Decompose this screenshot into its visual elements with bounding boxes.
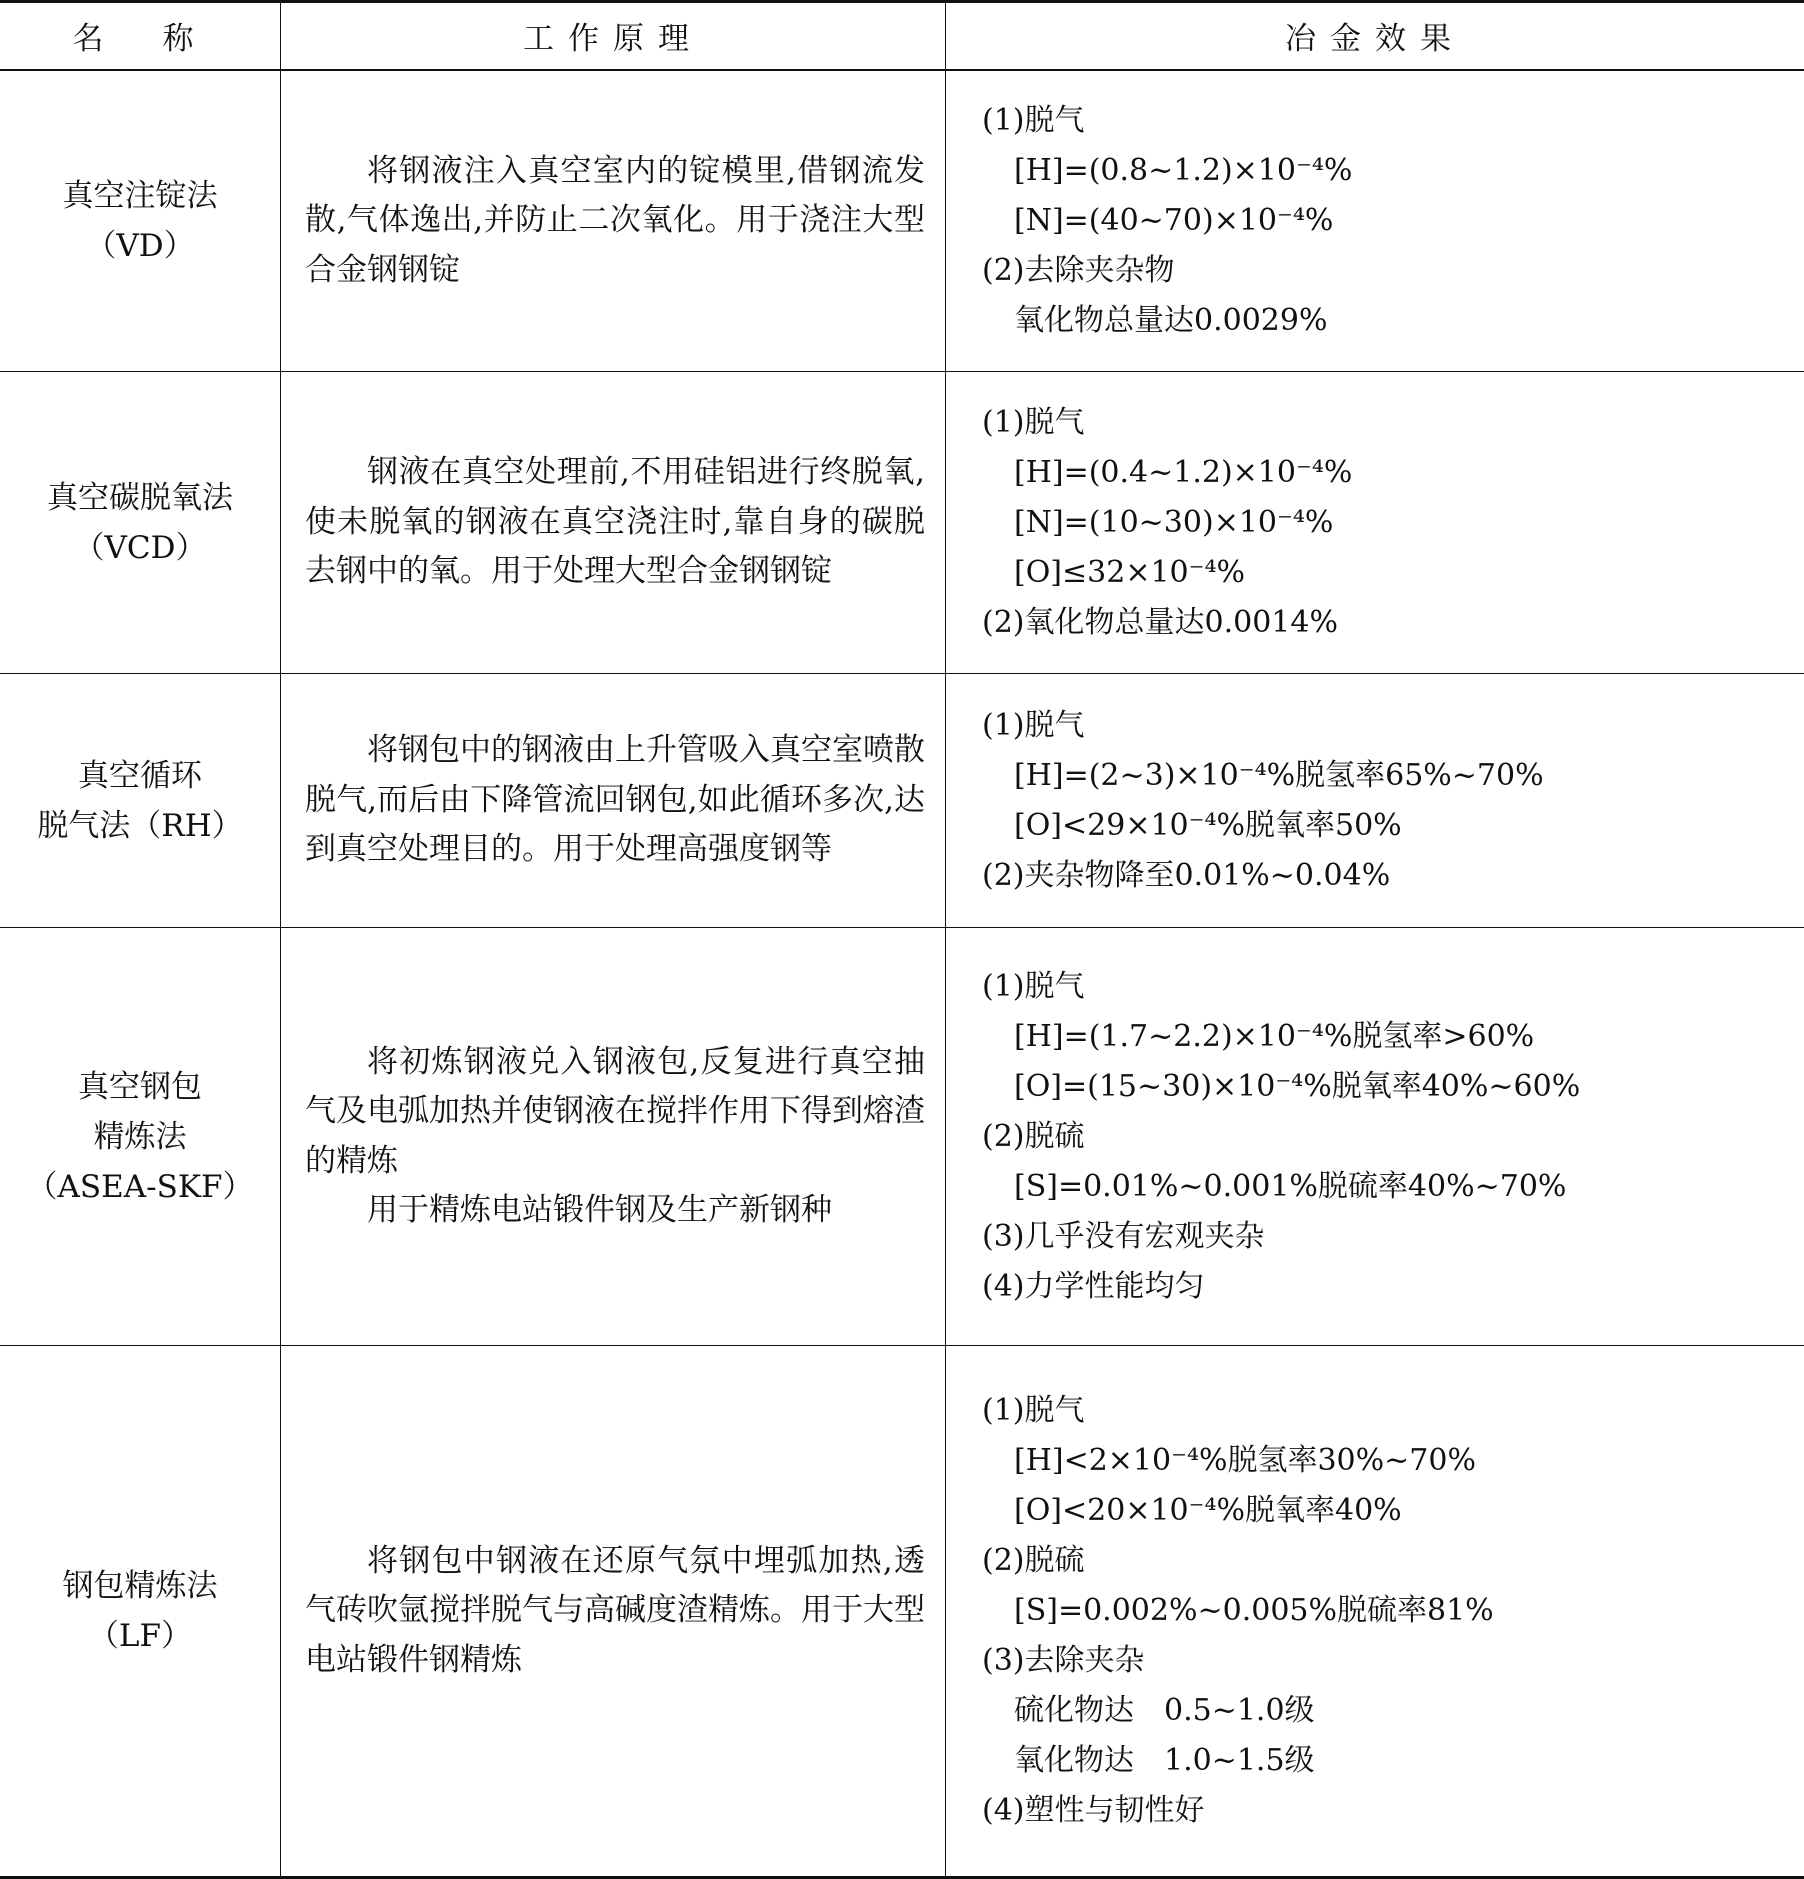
table-body (0, 70, 1804, 1878)
effect-cell (946, 1346, 1804, 1878)
effect-item: [O]<29×10⁻⁴%脱氧率50% (982, 801, 1804, 851)
principle-text: 将初炼钢液兑入钢液包,反复进行真空抽气及电弧加热并使钢液在搅拌作用下得到熔渣的精炼 (281, 1038, 945, 1187)
principle-text: 将钢包中钢液在还原气氛中埋弧加热,透气砖吹氩搅拌脱气与高碱度渣精炼。用于大型电站锻件钢精炼 (281, 1537, 945, 1686)
effect-item: (1)脱气 (982, 701, 1804, 751)
effect-item: (1)脱气 (982, 1386, 1804, 1436)
method-name-line: （VD） (0, 221, 280, 271)
table-row (0, 70, 1804, 372)
effect-item: [N]=(40~70)×10⁻⁴% (982, 196, 1804, 246)
method-name-line: （ASEA-SKF） (0, 1162, 280, 1212)
effect-cell (946, 70, 1804, 372)
method-name-cell (0, 674, 281, 928)
effect-list (946, 1386, 1804, 1836)
effect-item: [H]=(1.7~2.2)×10⁻⁴%脱氢率>60% (982, 1012, 1804, 1062)
principle-text: 钢液在真空处理前,不用硅铝进行终脱氧,使未脱氧的钢液在真空浇注时,靠自身的碳脱去钢中的氧。用于处理大型合金钢钢锭 (281, 448, 945, 597)
table-row (0, 674, 1804, 928)
effect-item: [O]=(15~30)×10⁻⁴%脱氧率40%~60% (982, 1062, 1804, 1112)
effect-item: [H]<2×10⁻⁴%脱氢率30%~70% (982, 1436, 1804, 1486)
effect-list (946, 962, 1804, 1312)
method-name-cell (0, 1346, 281, 1878)
method-name-cell (0, 928, 281, 1346)
method-name-cell (0, 70, 281, 372)
effect-item: (2)氧化物总量达0.0014% (982, 598, 1804, 648)
effect-item: 氧化物总量达0.0029% (982, 296, 1804, 346)
principle-cell (281, 1346, 946, 1878)
principle-text: 用于精炼电站锻件钢及生产新钢种 (281, 1186, 945, 1236)
method-name-line: （VCD） (0, 523, 280, 573)
principle-cell (281, 372, 946, 674)
principle-text: 将钢液注入真空室内的锭模里,借钢流发散,气体逸出,并防止二次氧化。用于浇注大型合金钢钢锭 (281, 147, 945, 296)
effect-list (946, 96, 1804, 346)
principle-cell (281, 70, 946, 372)
effect-item: (3)几乎没有宏观夹杂 (982, 1212, 1804, 1262)
effect-item: (4)力学性能均匀 (982, 1262, 1804, 1312)
method-name-line: 真空碳脱氧法 (0, 473, 280, 523)
header-effect: 冶金效果 (946, 2, 1804, 70)
effect-item: [S]=0.002%~0.005%脱硫率81% (982, 1586, 1804, 1636)
method-name-line: 精炼法 (0, 1112, 280, 1162)
effect-item: 氧化物达 1.0~1.5级 (982, 1736, 1804, 1786)
effect-item: (3)去除夹杂 (982, 1636, 1804, 1686)
effect-item: (2)脱硫 (982, 1112, 1804, 1162)
method-name-line: 真空循环 (0, 751, 280, 801)
header-principle: 工作原理 (281, 2, 946, 70)
effect-item: (1)脱气 (982, 96, 1804, 146)
effect-item: (4)塑性与韧性好 (982, 1786, 1804, 1836)
method-name-line: 真空注锭法 (0, 171, 280, 221)
effect-item: [O]≤32×10⁻⁴% (982, 548, 1804, 598)
effect-item: (1)脱气 (982, 962, 1804, 1012)
header-row (0, 2, 1804, 70)
method-name-cell (0, 372, 281, 674)
effect-item: [H]=(0.4~1.2)×10⁻⁴% (982, 448, 1804, 498)
principle-text: 将钢包中的钢液由上升管吸入真空室喷散脱气,而后由下降管流回钢包,如此循环多次,达到真空处理目的。用于处理高强度钢等 (281, 726, 945, 875)
effect-item: [O]<20×10⁻⁴%脱氧率40% (982, 1486, 1804, 1536)
effect-item: [S]=0.01%~0.001%脱硫率40%~70% (982, 1162, 1804, 1212)
method-name-line: 真空钢包 (0, 1062, 280, 1112)
method-name-line: 钢包精炼法 (0, 1561, 280, 1611)
effect-item: (2)夹杂物降至0.01%~0.04% (982, 851, 1804, 901)
principle-cell (281, 928, 946, 1346)
table-row (0, 928, 1804, 1346)
method-name-line: 脱气法（RH） (0, 801, 280, 851)
effect-item: [N]=(10~30)×10⁻⁴% (982, 498, 1804, 548)
effect-item: (1)脱气 (982, 398, 1804, 448)
effect-cell (946, 928, 1804, 1346)
effect-item: 硫化物达 0.5~1.0级 (982, 1686, 1804, 1736)
effect-item: (2)脱硫 (982, 1536, 1804, 1586)
effect-item: [H]=(2~3)×10⁻⁴%脱氢率65%~70% (982, 751, 1804, 801)
header-name: 名 称 (0, 2, 281, 70)
table-row (0, 1346, 1804, 1878)
table-row (0, 372, 1804, 674)
effect-list (946, 398, 1804, 648)
principle-cell (281, 674, 946, 928)
effect-cell (946, 372, 1804, 674)
method-name-line: （LF） (0, 1611, 280, 1661)
effect-item: [H]=(0.8~1.2)×10⁻⁴% (982, 146, 1804, 196)
effect-list (946, 701, 1804, 901)
effect-cell (946, 674, 1804, 928)
effect-item: (2)去除夹杂物 (982, 246, 1804, 296)
